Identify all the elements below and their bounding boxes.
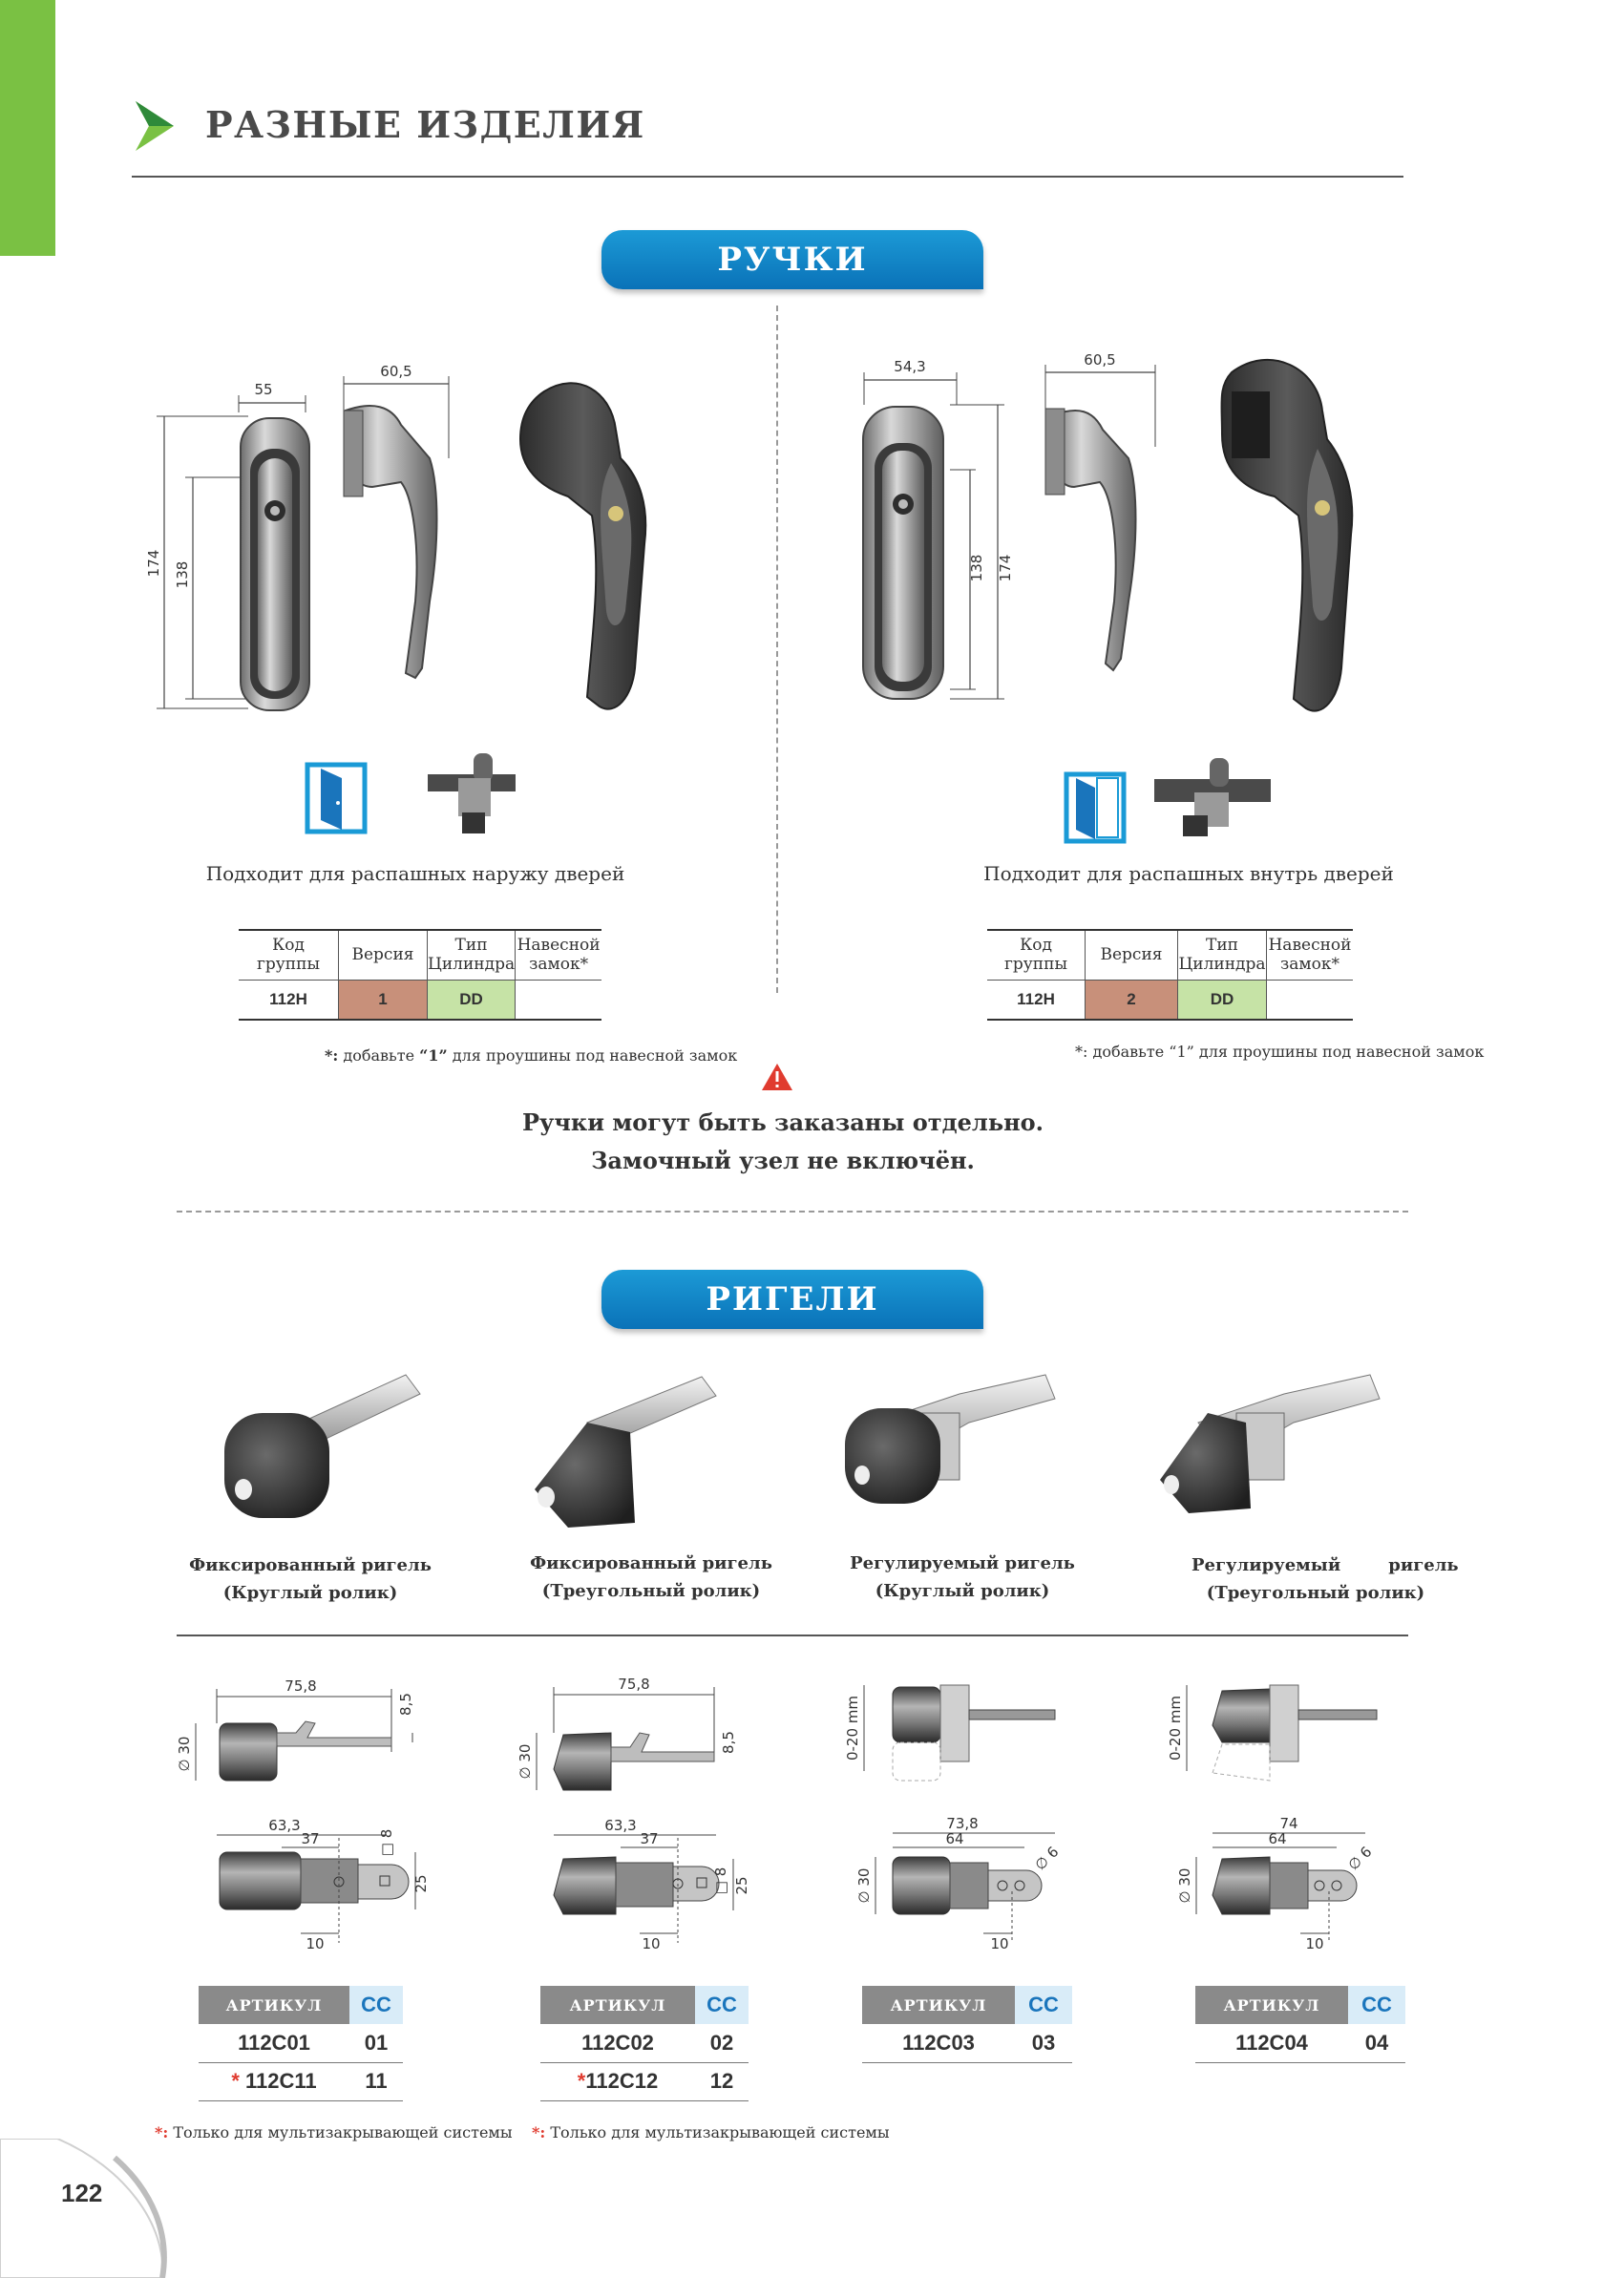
- page-title: РАЗНЫЕ ИЗДЕЛИЯ: [205, 103, 645, 146]
- dim-b2-len-bot: 63,3: [604, 1817, 637, 1834]
- handle-right-drawing: [840, 344, 1432, 735]
- dim-b2-dia: ∅ 30: [517, 1743, 534, 1780]
- cc-cell: 04: [1348, 2024, 1405, 2062]
- dim-b1-h: 25: [412, 1874, 430, 1893]
- dim-b3-len: 73,8: [946, 1815, 979, 1832]
- article-cell: * 112C11: [199, 2062, 349, 2100]
- dim-b4-dia: ∅ 30: [1176, 1867, 1193, 1904]
- th-padlock: Навесной замок*: [1267, 930, 1354, 980]
- bolt-2-drawing: [517, 1676, 750, 1952]
- cc-header: CC: [695, 1986, 749, 2024]
- article-cell: *112C12: [540, 2062, 695, 2100]
- cc-header: CC: [1015, 1986, 1072, 2024]
- article-cell: 112C01: [199, 2024, 349, 2062]
- tab-handles: РУЧКИ: [601, 230, 983, 289]
- dim-b2-off: 10: [642, 1935, 661, 1952]
- page-corner-curve: [0, 2139, 172, 2278]
- th-cylinder: Тип Цилиндра: [428, 930, 516, 980]
- handle-left-caption: Подходит для распашных наружу дверей: [205, 862, 625, 885]
- cell-padlock: [1267, 980, 1354, 1020]
- cc-header: CC: [349, 1986, 403, 2024]
- handle-right-note: *: добавьте “1” для проушины под навесной замок: [1075, 1043, 1485, 1061]
- bolt-2-caption: Фиксированный ригель (Треугольный ролик): [530, 1553, 772, 1601]
- cell-version: 2: [1086, 980, 1178, 1020]
- article-header: АРТИКУЛ: [1195, 1986, 1348, 2024]
- handle-left-drawing: [143, 353, 697, 735]
- bolt-4-article-table: [1195, 1986, 1405, 2063]
- dim-right-depth: 60,5: [1084, 351, 1116, 369]
- cell-cylinder: DD: [428, 980, 516, 1020]
- handle-right-caption: Подходит для распашных внутрь дверей: [983, 862, 1394, 885]
- dim-b1-mid: 37: [301, 1830, 320, 1847]
- lock-mount-inward-icon: [1150, 754, 1275, 850]
- handles-column-divider: [776, 306, 778, 993]
- cell-version: 1: [339, 980, 428, 1020]
- dim-b2-thick: 8,5: [720, 1731, 737, 1754]
- th-group-code: Код группы: [987, 930, 1086, 980]
- dim-left-height-outer: 174: [145, 549, 162, 578]
- dim-b3-off: 10: [990, 1935, 1009, 1952]
- article-cell: 112C03: [862, 2024, 1015, 2062]
- dim-b2-len: 75,8: [618, 1676, 650, 1693]
- dim-b1-off: 10: [306, 1935, 325, 1952]
- dim-b1-len-bot: 63,3: [268, 1817, 301, 1834]
- page-number: 122: [61, 2179, 103, 2207]
- dim-b2-sq: □ 8: [712, 1867, 729, 1895]
- bolt-render-2: [535, 1377, 716, 1528]
- th-cylinder: Тип Цилиндра: [1178, 930, 1267, 980]
- dim-right-height-inner: 138: [968, 554, 985, 582]
- dim-b4-off: 10: [1305, 1935, 1324, 1952]
- cell-group-code: 112H: [987, 980, 1086, 1020]
- bolt-1-article-table: [199, 1986, 403, 2101]
- cc-cell: 12: [695, 2062, 749, 2100]
- th-version: Версия: [1086, 930, 1178, 980]
- dim-b2-h: 25: [733, 1876, 750, 1895]
- handle-right-spec-table: [987, 929, 1353, 1021]
- cc-cell: 03: [1015, 2024, 1072, 2062]
- dim-b1-dia: ∅ 30: [176, 1736, 193, 1772]
- article-header: АРТИКУЛ: [199, 1986, 349, 2024]
- handle-left-note: *: добавьте “1” для проушины под навесной замок: [325, 1046, 738, 1065]
- article-header: АРТИКУЛ: [862, 1986, 1015, 2024]
- dim-b4-mid: 64: [1268, 1830, 1287, 1847]
- tab-bolts: РИГЕЛИ: [601, 1270, 983, 1329]
- cell-cylinder: DD: [1178, 980, 1267, 1020]
- dim-b4-hole: ∅ 6: [1344, 1843, 1376, 1874]
- header-divider: [132, 176, 1403, 178]
- dim-b3-dia: ∅ 30: [855, 1867, 873, 1904]
- header-arrow-icon: [132, 99, 179, 153]
- section-divider: [177, 1211, 1408, 1213]
- bolt-3-caption: Регулируемый ригель (Круглый ролик): [850, 1553, 1075, 1601]
- th-version: Версия: [339, 930, 428, 980]
- bolt-4-caption: Регулируемый ригель (Треугольный ролик): [1192, 1555, 1459, 1603]
- dim-b4-range: 0-20 mm: [1167, 1695, 1184, 1761]
- warning-message: Ручки могут быть заказаны отдельно. Замочный узел не включён.: [521, 1108, 1044, 1174]
- bolt-drawings: [162, 1666, 1442, 1962]
- cell-padlock: [516, 980, 602, 1020]
- bolts-divider: [177, 1635, 1408, 1636]
- dim-right-width: 54,3: [894, 358, 926, 375]
- bolt-3-drawing: [844, 1685, 1063, 1952]
- dim-b3-mid: 64: [945, 1830, 964, 1847]
- green-edge-bar: [0, 0, 55, 256]
- bolt-render-1: [224, 1375, 420, 1518]
- dim-b2-mid: 37: [640, 1830, 659, 1847]
- cell-group-code: 112H: [239, 980, 339, 1020]
- bolt-4-drawing: [1167, 1685, 1377, 1952]
- bolt-render-3: [845, 1375, 1055, 1504]
- bolt-1-caption: Фиксированный ригель (Круглый ролик): [189, 1555, 432, 1603]
- bolt-render-4: [1160, 1375, 1380, 1513]
- cc-header: CC: [1348, 1986, 1405, 2024]
- warning-icon: [760, 1062, 794, 1092]
- dim-b1-len: 75,8: [285, 1677, 317, 1695]
- cc-cell: 01: [349, 2024, 403, 2062]
- bolt-2-article-table: [540, 1986, 749, 2101]
- bolt-1-drawing: [176, 1677, 430, 1952]
- handle-left-spec-table: [239, 929, 601, 1021]
- dim-right-height-outer: 174: [997, 554, 1014, 582]
- bolt-footnote-1: *: Только для мультизакрывающей системы: [155, 2123, 513, 2141]
- article-cell: 112C02: [540, 2024, 695, 2062]
- dim-b1-sq: □ 8: [378, 1828, 395, 1857]
- bolt-3-article-table: [862, 1986, 1072, 2063]
- dim-left-height-inner: 138: [174, 560, 191, 589]
- lock-mount-icon: [420, 749, 525, 845]
- dim-b4-len: 74: [1279, 1815, 1298, 1832]
- cc-cell: 11: [349, 2062, 403, 2100]
- cc-cell: 02: [695, 2024, 749, 2062]
- dim-b3-range: 0-20 mm: [844, 1695, 861, 1761]
- th-group-code: Код группы: [239, 930, 339, 980]
- dim-b3-hole: ∅ 6: [1031, 1843, 1063, 1874]
- dim-left-width: 55: [254, 381, 273, 398]
- article-header: АРТИКУЛ: [540, 1986, 695, 2024]
- dim-b1-thick: 8,5: [397, 1693, 414, 1716]
- bolt-renders: [205, 1356, 1446, 1542]
- bolt-footnote-2: *: Только для мультизакрывающей системы: [532, 2123, 890, 2141]
- dim-left-depth: 60,5: [380, 363, 412, 380]
- th-padlock: Навесной замок*: [516, 930, 602, 980]
- door-inward-icon: [1063, 769, 1129, 845]
- article-cell: 112C04: [1195, 2024, 1348, 2062]
- door-outward-icon: [304, 759, 370, 835]
